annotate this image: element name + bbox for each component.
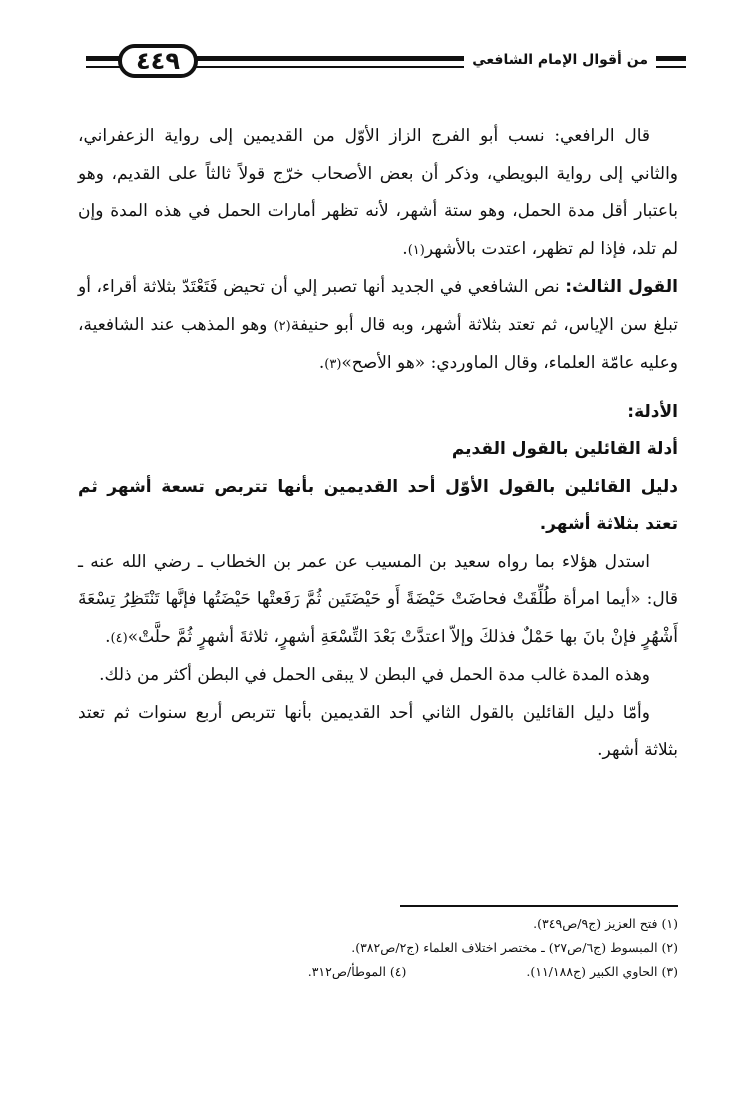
third-saying-text: نص الشافعي في الجديد أنها تصبر إلي أن تحيض فَتَعْتَدّ بثلاثة أقراء، أو تبلغ سن الإياس، ثم تعتد بثلاثة أشهر، وبه قال أبو حنيفة bbox=[78, 277, 678, 335]
footnote-ref-4: (٤) bbox=[110, 630, 128, 646]
evidence-heading: الأدلة: bbox=[627, 401, 678, 422]
third-saying-label: القول الثالث: bbox=[565, 277, 679, 297]
running-header bbox=[86, 44, 686, 94]
first-proof-heading: دليل القائلين بالقول الأوّل أحد القديمين بأنها تتربص تسعة أشهر ثم تعتد بثلاثة أشهر. bbox=[78, 476, 678, 534]
second-proof-paragraph: وأمّا دليل القائلين بالقول الثاني أحد القديمين بأنها تتربص أربع سنوات ثم تعتد بثلاثة أشهر. bbox=[78, 702, 678, 760]
footnote-2: (٢) المبسوط (ج٦/ص٢٧) ـ مختصر اختلاف العلماء (ج٢/ص٣٨٢). bbox=[351, 940, 678, 955]
footnote-3: (٣) الحاوي الكبير (ج١١/١٨٨). bbox=[526, 964, 678, 979]
footnote-ref-1: (١) bbox=[407, 242, 425, 258]
page-number: ٤٤٩ bbox=[118, 44, 198, 78]
evidence-subheading: أدلة القائلين بالقول القديم bbox=[451, 439, 678, 459]
narration-paragraph: استدل هؤلاء بما رواه سعيد بن المسيب عن عمر بن الخطاب ـ رضي الله عنه ـ قال: «أيما امرأة طُلِّقَتْ فحاضَتْ حَيْضَةً أَو حَيْضَتَين ثُمَّ رَفَعتْها حَيْضَتُها فإنَّها تَنْتَظِرُ تِسْعَةَ أَشْهُرٍ فإنْ بانَ بها حَمْلٌ فذلكَ وإلاّ اعتدَّتْ بَعْدَ التِّسْعَةِ أشهرٍ، ثلاثةَ أشهرٍ ثُمَّ حلَّتْ»(٤). bbox=[78, 551, 678, 647]
paragraph-text: قال الرافعي: نسب أبو الفرج الزاز الأوّل من القديمين إلى رواية الزعفراني، والثاني إلى رواية البويطي، وذكر أن بعض الأصحاب خرّج قولاً ثالثاً على القديم، وهو باعتبار أقل مدة الحمل، وهو ستة أشهر، لأنه تظهر أمارات الحمل في هذه المدة وإن لم تلد، فإذا لم تظهر، اعتدت بالأشهر bbox=[78, 126, 678, 259]
footnote-4: (٤) الموطأ/ص٣١٢. bbox=[307, 964, 407, 979]
footnote-1: (١) فتح العزيز (ج٩/ص٣٤٩). bbox=[533, 916, 678, 931]
running-title: من أقوال الإمام الشافعي bbox=[464, 52, 656, 68]
third-saying-text-2: وهو المذهب عند الشافعية، وعليه عامّة العلماء، وقال الماوردي: «هو الأصح» bbox=[78, 314, 678, 373]
footnote-row bbox=[78, 960, 678, 984]
paragraph-rafii: قال الرافعي: نسب أبو الفرج الزاز الأوّل من القديمين إلى رواية الزعفراني، والثاني إلى رواية البويطي، وذكر أن بعض الأصحاب خرّج قولاً ثالثاً على القديم، وهو باعتبار أقل مدة الحمل، وهو ستة أشهر، لأنه تظهر أمارات الحمل في هذه المدة وإن لم تلد، فإذا لم تظهر، اعتدت بالأشهر(١). bbox=[78, 126, 678, 259]
footnotes bbox=[78, 912, 678, 984]
footnote-ref-3: (٣) bbox=[324, 357, 342, 372]
narration-text: استدل هؤلاء بما رواه سعيد بن المسيب عن عمر بن الخطاب ـ رضي الله عنه ـ قال: «أيما امرأة طُلِّقَتْ فحاضَتْ حَيْضَةً أَو حَيْضَتَين ثُمَّ رَفَعتْها حَيْضَتُها فإنَّها تَنْتَظِرُ تِسْعَةَ أَشْهُرٍ فإنْ بانَ بها حَمْلٌ فذلكَ وإلاّ اعتدَّتْ بَعْدَ التِّسْعَةِ أشهرٍ، ثلاثةَ أشهرٍ ثُمَّ حلَّتْ» bbox=[78, 551, 678, 647]
remark-paragraph: وهذه المدة غالب مدة الحمل في البطن لا يبقى الحمل في البطن أكثر من ذلك. bbox=[99, 665, 650, 685]
paragraph-third-saying: القول الثالث: نص الشافعي في الجديد أنها تصبر إلي أن تحيض فَتَعْتَدّ بثلاثة أقراء، أو تبلغ سن الإياس، ثم تعتد بثلاثة أشهر، وبه قال أبو حنيفة(٢) وهو المذهب عند الشافعية، وعليه عامّة العلماء، وقال الماوردي: «هو الأصح»(٣). bbox=[78, 277, 679, 373]
footnote-ref-2: (٢) bbox=[273, 318, 291, 334]
main-text bbox=[78, 118, 678, 770]
footnote-separator bbox=[400, 905, 678, 907]
